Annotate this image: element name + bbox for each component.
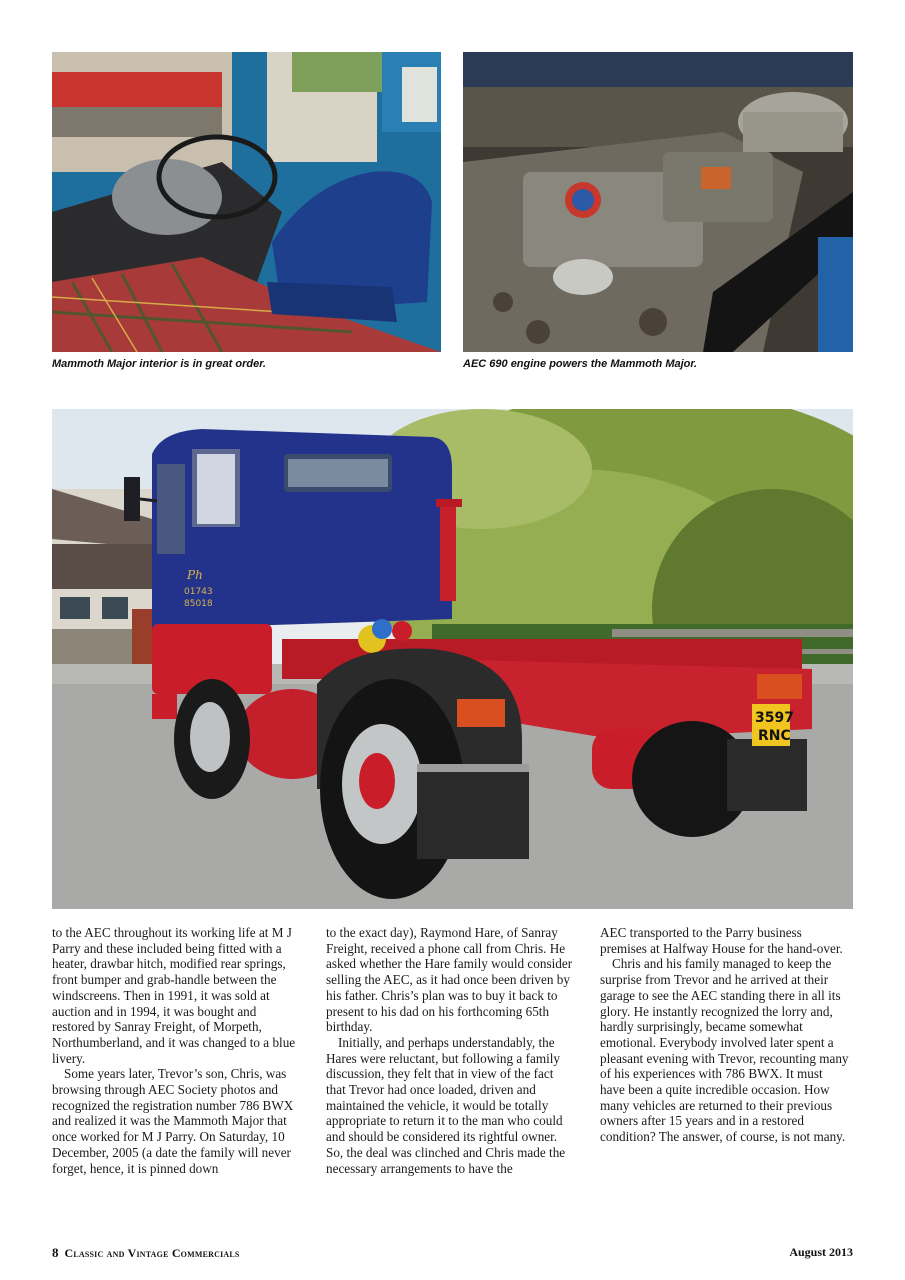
plate-line-1: 3597 bbox=[755, 710, 794, 726]
svg-text:Ph: Ph bbox=[187, 568, 203, 582]
cab-interior-photo bbox=[52, 52, 441, 352]
page-footer-left bbox=[52, 1245, 240, 1261]
engine-bay-photo bbox=[463, 52, 853, 352]
plate-line-2: RNC bbox=[758, 728, 791, 744]
page-number: 8 bbox=[52, 1245, 59, 1260]
column-2-paragraph-1: to the exact day), Raymond Hare, of Sanray Freight, received a phone call from Chris. He asked whether the Hare family would consider selling the AEC, as it had once been driven by his father. Chris’s plan was to buy it back to present to his dad on his forthcoming 65th birthday. bbox=[326, 925, 573, 1035]
issue-date: August 2013 bbox=[789, 1245, 853, 1259]
column-1-paragraph-2: Some years later, Trevor’s son, Chris, was browsing through AEC Society photos and recognized the registration number 786 BWX and realized it was the Mammoth Major that once worked for M J Parry. On Saturday, 10 December, 2005 (a date the family will never forget, hence, it is pinned down bbox=[52, 1066, 294, 1176]
column-1-paragraph-1: to the AEC throughout its working life at M J Parry and these included being fitted with a heater, drawbar hitch, modified rear springs, front bumper and grab-handle between the windscreens. Then in 1991, it was sold at auction and in 1994, it was bought and restored by Sanray Freight, of Morpeth, Northumberland, and it was changed to a blue livery. bbox=[52, 925, 296, 1066]
truck-main-photo bbox=[52, 409, 853, 909]
svg-text:85018: 85018 bbox=[184, 599, 213, 609]
article-column-1 bbox=[52, 925, 302, 1176]
article-column-3 bbox=[600, 925, 850, 1145]
article-column-2 bbox=[326, 925, 576, 1176]
svg-text:01743: 01743 bbox=[184, 587, 213, 597]
engine-bay-caption: AEC 690 engine powers the Mammoth Major. bbox=[463, 358, 698, 370]
column-3-paragraph-1: AEC transported to the Parry business premises at Halfway House for the hand-over. bbox=[600, 925, 843, 956]
cab-interior-caption: Mammoth Major interior is in great order. bbox=[52, 358, 266, 370]
magazine-title: Classic and Vintage Commercials bbox=[64, 1246, 240, 1260]
column-2-paragraph-2: Initially, and perhaps understandably, the Hares were reluctant, but following a family discussion, they felt that in view of the fact that Trevor had once loaded, driven and maintained the vehicle, it would be totally appropriate to return it to the man who could and should be considered its rightful owner. So, the deal was clinched and Chris made the necessary arrangements to have the bbox=[326, 1034, 566, 1176]
column-3-paragraph-2: Chris and his family managed to keep the surprise from Trevor and he arrived at their garage to see the AEC standing there in all its glory. He instantly recognized the lorry and, hardly surprisingly, became somewhat emotional. Everybody involved later spent a pleasant evening with Trevor, recounting many of his experiences with 786 BWX. It must have been a quite incredible occasion. How many vehicles are returned to their previous owners after 15 years and in a restored condition? The answer, of course, is not many. bbox=[600, 956, 849, 1145]
